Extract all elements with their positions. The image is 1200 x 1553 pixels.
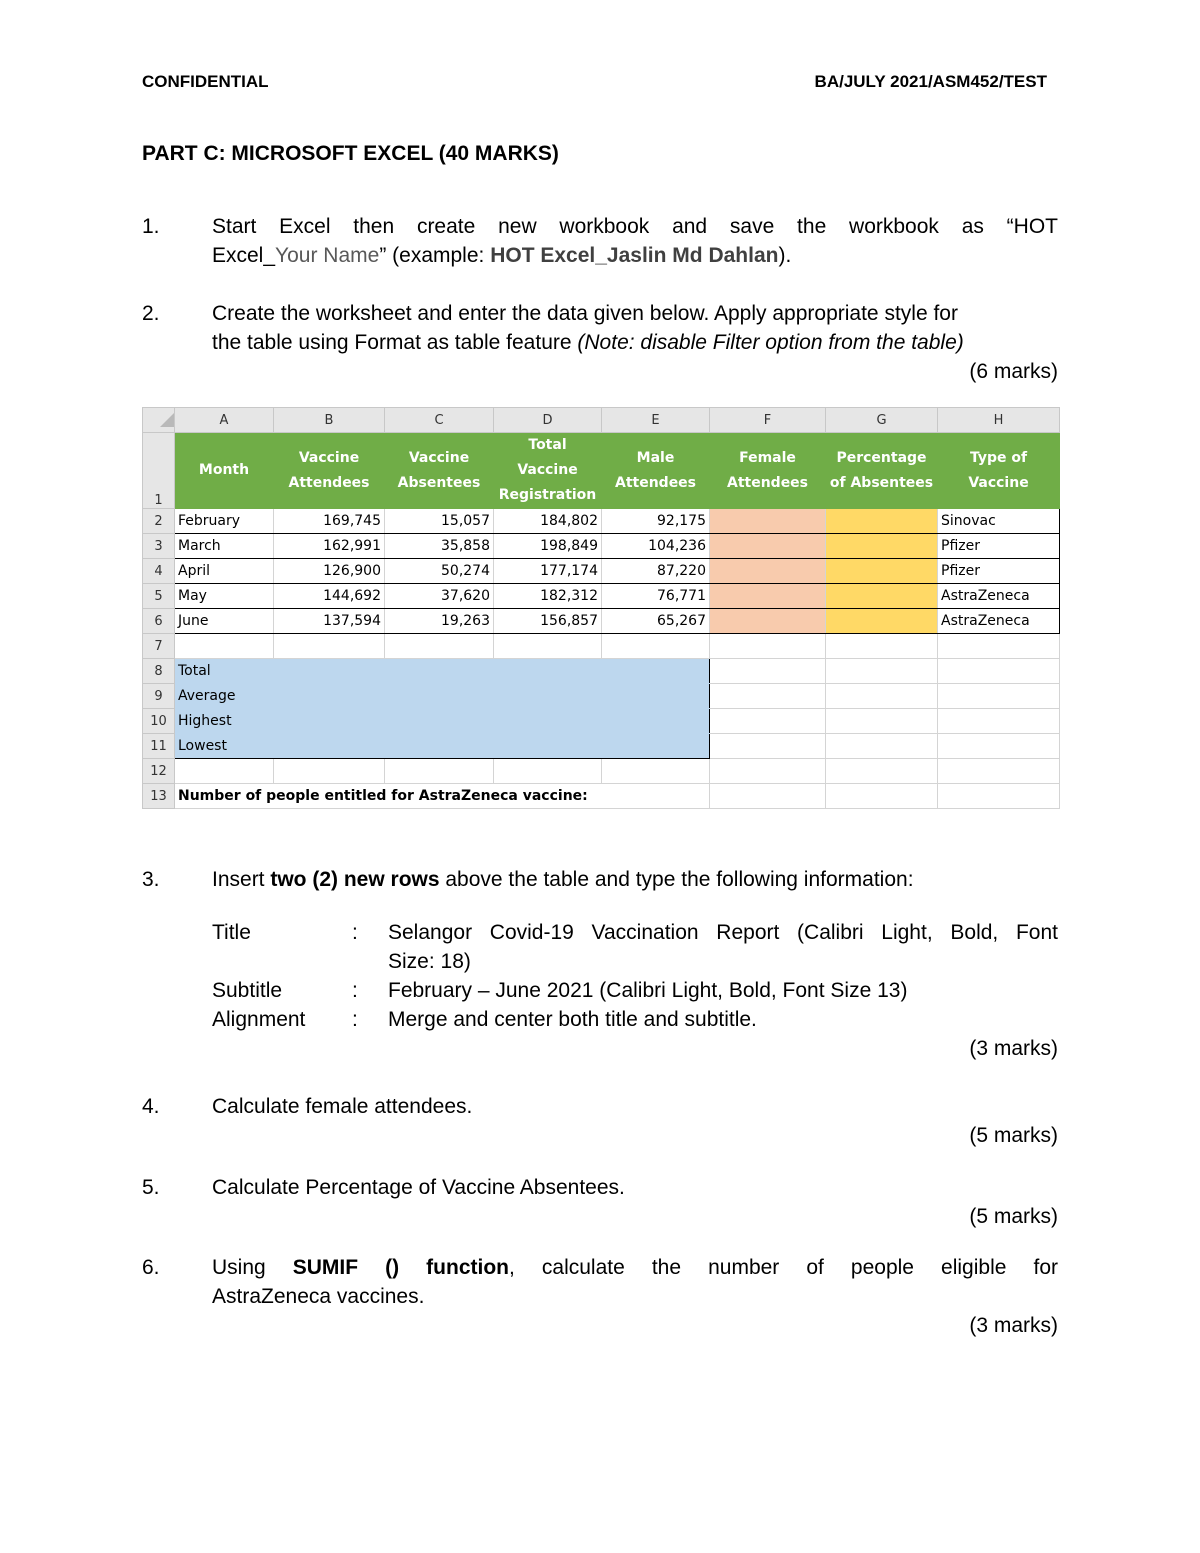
header-month: Month (175, 433, 274, 509)
question-number: 2. (142, 302, 160, 325)
question-1-line-1: Start Excel then create new workbook and save the workbook as “HOT (212, 215, 1058, 238)
empty-cell (938, 684, 1060, 709)
cell-male: 104,236 (602, 534, 710, 559)
question-2-line-1: Create the worksheet and enter the data given below. Apply appropriate style for (212, 302, 958, 325)
detail-subtitle (212, 976, 1058, 1005)
column-header: E (602, 408, 710, 433)
summary-cell (602, 709, 710, 734)
cell-attendees: 169,745 (274, 509, 385, 534)
cell-type: Pfizer (938, 534, 1060, 559)
column-header: C (385, 408, 494, 433)
row-number: 9 (143, 684, 175, 709)
empty-cell (710, 684, 826, 709)
table-row (143, 584, 1060, 609)
row-number: 2 (143, 509, 175, 534)
detail-label: Title (212, 921, 251, 944)
summary-cell (385, 734, 494, 759)
question-1 (142, 212, 1058, 270)
summary-row (143, 684, 1060, 709)
note-text: (Note: disable Filter option from the table) (577, 331, 964, 354)
cell-total: 184,802 (494, 509, 602, 534)
detail-value: February – June 2021 (Calibri Light, Bold, Font Size 13) (388, 979, 908, 1002)
question-3-marks: (3 marks) (969, 1037, 1058, 1060)
summary-cell (494, 684, 602, 709)
cell-type: AstraZeneca (938, 584, 1060, 609)
cell-attendees: 126,900 (274, 559, 385, 584)
header-confidential: CONFIDENTIAL (142, 72, 269, 91)
summary-cell (385, 659, 494, 684)
question-4-text: Calculate female attendees. (212, 1095, 473, 1118)
empty-cell (938, 784, 1060, 809)
header-course-code: BA/JULY 2021/ASM452/TEST (814, 72, 1047, 91)
cell-female (710, 534, 826, 559)
column-header: H (938, 408, 1060, 433)
table-row-empty (143, 759, 1060, 784)
cell-percentage (826, 509, 938, 534)
column-header: D (494, 408, 602, 433)
cell-absentees: 37,620 (385, 584, 494, 609)
empty-cell (826, 709, 938, 734)
text-fragment: ” (example: (379, 244, 491, 267)
header-type-of-vaccine: Type of Vaccine (938, 433, 1060, 509)
row-number: 11 (143, 734, 175, 759)
column-header-row (143, 408, 1060, 433)
cell-male: 87,220 (602, 559, 710, 584)
header-total-registration: Total Vaccine Registration (494, 433, 602, 509)
detail-colon: : (352, 1008, 358, 1031)
header-percentage-absentees: Percentage of Absentees (826, 433, 938, 509)
text-fragment: the table using Format as table feature (212, 331, 578, 354)
text-fragment: above the table and type the following information: (439, 868, 914, 891)
text-fragment: , calculate the number of people eligible for (509, 1256, 1058, 1279)
header-vaccine-absentees: Vaccine Absentees (385, 433, 494, 509)
empty-cell (938, 734, 1060, 759)
column-header: G (826, 408, 938, 433)
text-fragment-your-name: Your Name (275, 244, 380, 267)
table-header-row (143, 433, 1060, 509)
cell-type: Pfizer (938, 559, 1060, 584)
row-number: 10 (143, 709, 175, 734)
emphasis-text: two (2) new rows (270, 868, 440, 891)
question-3-line (212, 865, 1058, 894)
summary-row (143, 734, 1060, 759)
empty-cell (710, 784, 826, 809)
summary-cell (385, 709, 494, 734)
empty-cell (826, 659, 938, 684)
empty-cell (826, 784, 938, 809)
detail-colon: : (352, 921, 358, 944)
row-number: 6 (143, 609, 175, 634)
cell-type: AstraZeneca (938, 609, 1060, 634)
cell-female (710, 559, 826, 584)
cell-female (710, 609, 826, 634)
question-5-text: Calculate Percentage of Vaccine Absentees. (212, 1176, 625, 1199)
cell-attendees: 144,692 (274, 584, 385, 609)
empty-cell (826, 734, 938, 759)
row-number: 4 (143, 559, 175, 584)
text-fragment: Using (212, 1256, 293, 1279)
empty-cell (826, 684, 938, 709)
column-header: B (274, 408, 385, 433)
cell-month: June (175, 609, 274, 634)
cell-male: 76,771 (602, 584, 710, 609)
text-fragment: Excel_ (212, 244, 276, 267)
row-number: 3 (143, 534, 175, 559)
detail-title (212, 918, 1058, 976)
question-4 (142, 1092, 1058, 1150)
cell-total: 182,312 (494, 584, 602, 609)
empty-cell (938, 759, 1060, 784)
summary-cell (494, 659, 602, 684)
cell-absentees: 15,057 (385, 509, 494, 534)
column-header: A (175, 408, 274, 433)
question-4-marks: (5 marks) (969, 1124, 1058, 1147)
empty-cell (710, 709, 826, 734)
cell-total: 177,174 (494, 559, 602, 584)
cell-male: 92,175 (602, 509, 710, 534)
row-number: 7 (143, 634, 175, 659)
cell-percentage (826, 559, 938, 584)
question-6-line-1 (212, 1253, 1058, 1282)
cell-month: March (175, 534, 274, 559)
table-row (143, 509, 1060, 534)
question-number: 1. (142, 215, 160, 238)
table-row-empty (143, 634, 1060, 659)
empty-cell (385, 759, 494, 784)
empty-cell (938, 709, 1060, 734)
summary-cell (494, 709, 602, 734)
cell-absentees: 35,858 (385, 534, 494, 559)
empty-cell (494, 634, 602, 659)
cell-type: Sinovac (938, 509, 1060, 534)
summary-label: Lowest (175, 734, 274, 759)
summary-label: Total (175, 659, 274, 684)
header-male-attendees: Male Attendees (602, 433, 710, 509)
question-2-marks: (6 marks) (969, 360, 1058, 383)
question-3 (142, 865, 1058, 894)
astrazeneca-label: Number of people entitled for AstraZeneca vaccine: (175, 784, 710, 809)
cell-attendees: 162,991 (274, 534, 385, 559)
row-number: 5 (143, 584, 175, 609)
empty-cell (175, 634, 274, 659)
cell-month: May (175, 584, 274, 609)
question-number: 3. (142, 868, 160, 891)
summary-label: Average (175, 684, 274, 709)
table-row (143, 609, 1060, 634)
detail-label: Alignment (212, 1008, 306, 1031)
summary-label: Highest (175, 709, 274, 734)
cell-month: April (175, 559, 274, 584)
empty-cell (175, 759, 274, 784)
summary-cell (274, 659, 385, 684)
summary-cell (274, 734, 385, 759)
question-5-marks: (5 marks) (969, 1205, 1058, 1228)
text-fragment: ). (778, 244, 792, 267)
row-number: 13 (143, 784, 175, 809)
detail-label: Subtitle (212, 979, 283, 1002)
example-filename: HOT Excel_Jaslin Md Dahlan (490, 244, 779, 267)
footer-row (143, 784, 1060, 809)
summary-cell (385, 684, 494, 709)
question-3-details (142, 918, 1058, 1063)
cell-female (710, 509, 826, 534)
cell-absentees: 19,263 (385, 609, 494, 634)
question-number: 4. (142, 1095, 160, 1118)
question-6-line-2: AstraZeneca vaccines. (212, 1285, 425, 1308)
cell-total: 156,857 (494, 609, 602, 634)
summary-cell (274, 709, 385, 734)
empty-cell (274, 634, 385, 659)
summary-cell (602, 684, 710, 709)
emphasis-text: SUMIF () function (292, 1256, 509, 1279)
header-female-attendees: Female Attendees (710, 433, 826, 509)
select-all-corner (143, 408, 175, 433)
empty-cell (710, 759, 826, 784)
empty-cell (385, 634, 494, 659)
question-6 (142, 1253, 1058, 1340)
cell-month: February (175, 509, 274, 534)
summary-cell (602, 659, 710, 684)
empty-cell (826, 759, 938, 784)
header-vaccine-attendees: Vaccine Attendees (274, 433, 385, 509)
empty-cell (494, 759, 602, 784)
empty-cell (710, 634, 826, 659)
empty-cell (826, 634, 938, 659)
detail-value: Merge and center both title and subtitle. (388, 1008, 757, 1031)
text-fragment: Insert (212, 868, 271, 891)
empty-cell (274, 759, 385, 784)
row-number: 12 (143, 759, 175, 784)
title-value-line-1: Selangor Covid-19 Vaccination Report (Calibri Light, Bold, Font (388, 921, 1058, 944)
question-number: 5. (142, 1176, 160, 1199)
table-row (143, 534, 1060, 559)
table-row (143, 559, 1060, 584)
detail-alignment (212, 1005, 1058, 1034)
cell-female (710, 584, 826, 609)
cell-percentage (826, 609, 938, 634)
question-2-line-2 (212, 328, 1058, 357)
empty-cell (710, 659, 826, 684)
cell-male: 65,267 (602, 609, 710, 634)
cell-total: 198,849 (494, 534, 602, 559)
summary-cell (274, 684, 385, 709)
empty-cell (938, 659, 1060, 684)
row-number: 8 (143, 659, 175, 684)
empty-cell (710, 734, 826, 759)
spreadsheet-image (142, 407, 1059, 813)
cell-percentage (826, 584, 938, 609)
detail-colon: : (352, 979, 358, 1002)
question-number: 6. (142, 1256, 160, 1279)
cell-absentees: 50,274 (385, 559, 494, 584)
row-number: 1 (143, 433, 175, 509)
empty-cell (938, 634, 1060, 659)
question-2 (142, 299, 1058, 386)
cell-percentage (826, 534, 938, 559)
title-value-line-2: Size: 18) (388, 950, 471, 973)
question-6-marks: (3 marks) (969, 1314, 1058, 1337)
cell-attendees: 137,594 (274, 609, 385, 634)
column-header: F (710, 408, 826, 433)
detail-value (388, 918, 1058, 976)
summary-row (143, 659, 1060, 684)
empty-cell (602, 759, 710, 784)
summary-cell (494, 734, 602, 759)
empty-cell (602, 634, 710, 659)
summary-cell (602, 734, 710, 759)
part-title: PART C: MICROSOFT EXCEL (40 MARKS) (142, 142, 559, 165)
question-5 (142, 1173, 1058, 1231)
question-1-line-2 (212, 241, 1058, 270)
summary-row (143, 709, 1060, 734)
